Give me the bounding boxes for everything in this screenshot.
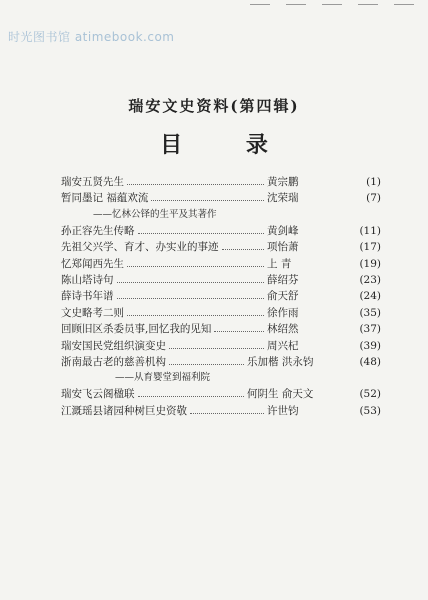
toc-entry-title: 先祖父兴学、育才、办实业的事迹 [61, 241, 219, 254]
toc-entry[interactable] [61, 354, 381, 370]
toc-subtitle: ——忆林公铎的生平及其著作 [93, 208, 217, 220]
dash [322, 4, 342, 5]
toc-entry[interactable] [61, 338, 381, 354]
toc-entry-page: (52) [359, 388, 381, 401]
toc-entry-page: (39) [359, 339, 381, 352]
toc-entry-title: 瑞安国民党组织演变史 [61, 339, 166, 352]
toc-entry-author: 乐加楷 洪永钧 [247, 355, 314, 368]
dot-leader [127, 315, 264, 316]
dot-leader [214, 331, 264, 332]
toc-entry[interactable] [61, 386, 381, 402]
dot-leader [151, 200, 264, 201]
toc-subtitle: ——从育婴堂到福利院 [115, 372, 211, 384]
toc-entry-title: 瑞安飞云阁楹联 [61, 388, 135, 401]
toc-entry-author: 林绍然 [267, 323, 299, 336]
toc-entry-page: (24) [359, 290, 381, 303]
toc-entry-page: (35) [359, 306, 381, 319]
toc-entry[interactable] [61, 174, 381, 190]
dot-leader [117, 298, 265, 299]
toc-entry-author: 何阴生 俞天文 [247, 388, 314, 401]
toc-entry-author: 薛绍芬 [267, 273, 299, 286]
toc-entry-author: 沈荣瑞 [267, 192, 299, 205]
toc-entry-page: (11) [359, 224, 381, 237]
dot-leader [190, 413, 264, 414]
toc-entry-title: 孙正容先生传略 [61, 224, 135, 237]
toc-entry-page: (1) [366, 176, 381, 188]
toc-entry-title: 浙南最古老的慈善机构 [61, 355, 166, 368]
watermark: 时光图书馆 atimebook.com [8, 30, 175, 44]
toc-entry[interactable] [61, 321, 381, 337]
toc-entry[interactable] [61, 272, 381, 288]
toc-entry-title: 江溉瑶县诸园种树巨史资敬 [61, 404, 187, 417]
toc-entry-title: 忆郑闻西先生 [61, 257, 124, 270]
dash [250, 4, 270, 5]
toc-entry-author: 黄宗鹏 [267, 176, 299, 188]
toc-entry[interactable] [61, 223, 381, 239]
toc-entry-title: 回顾旧区杀委员事,回忆我的见知 [61, 323, 212, 336]
toc-entry-title: 暂同墨记 福蕴欢流 [61, 192, 149, 205]
toc-entry-author: 许世钧 [267, 404, 299, 417]
toc-entry-page: (37) [359, 323, 381, 336]
dot-leader [169, 364, 244, 365]
dash [358, 4, 378, 5]
dot-leader [127, 184, 264, 185]
toc-entry-author: 黄剑峰 [267, 224, 299, 237]
toc-entry-author: 上 青 [267, 257, 292, 270]
dot-leader [138, 396, 245, 397]
toc-entry-author: 周兴杞 [267, 339, 299, 352]
dot-leader [222, 249, 265, 250]
toc-entry-author: 徐作雨 [267, 306, 299, 319]
toc-entry-page: (19) [359, 257, 381, 270]
table-of-contents [61, 174, 381, 419]
toc-entry-page: (7) [366, 192, 381, 205]
toc-entry-title: 陈山塔诗句 [61, 273, 114, 286]
toc-entry-author: 项怡萧 [267, 241, 299, 254]
dot-leader [117, 282, 265, 283]
toc-entry[interactable] [61, 190, 381, 206]
toc-entry-page: (53) [359, 404, 381, 417]
toc-entry-page: (17) [359, 241, 381, 254]
dash [286, 4, 306, 5]
dash [394, 4, 414, 5]
toc-entry-page: (23) [359, 273, 381, 286]
toc-entry-page: (48) [359, 355, 381, 368]
dot-leader [127, 266, 264, 267]
toc-entry[interactable] [61, 403, 381, 419]
top-edge-dashes [250, 4, 414, 5]
toc-entry-author: 俞天舒 [267, 290, 299, 303]
book-title: 瑞安文史资料(第四辑) [128, 97, 300, 115]
toc-entry[interactable] [61, 256, 381, 272]
toc-entry[interactable] [61, 305, 381, 321]
toc-entry-title: 文史略考二则 [61, 306, 124, 319]
toc-entry-title: 薛诗书年谱 [61, 290, 114, 303]
dot-leader [138, 233, 265, 234]
toc-entry[interactable] [61, 239, 381, 255]
dot-leader [169, 348, 264, 349]
toc-entry[interactable] [61, 288, 381, 304]
toc-entry-title: 瑞安五贤先生 [61, 176, 124, 188]
toc-heading: 目 录 [160, 132, 296, 158]
